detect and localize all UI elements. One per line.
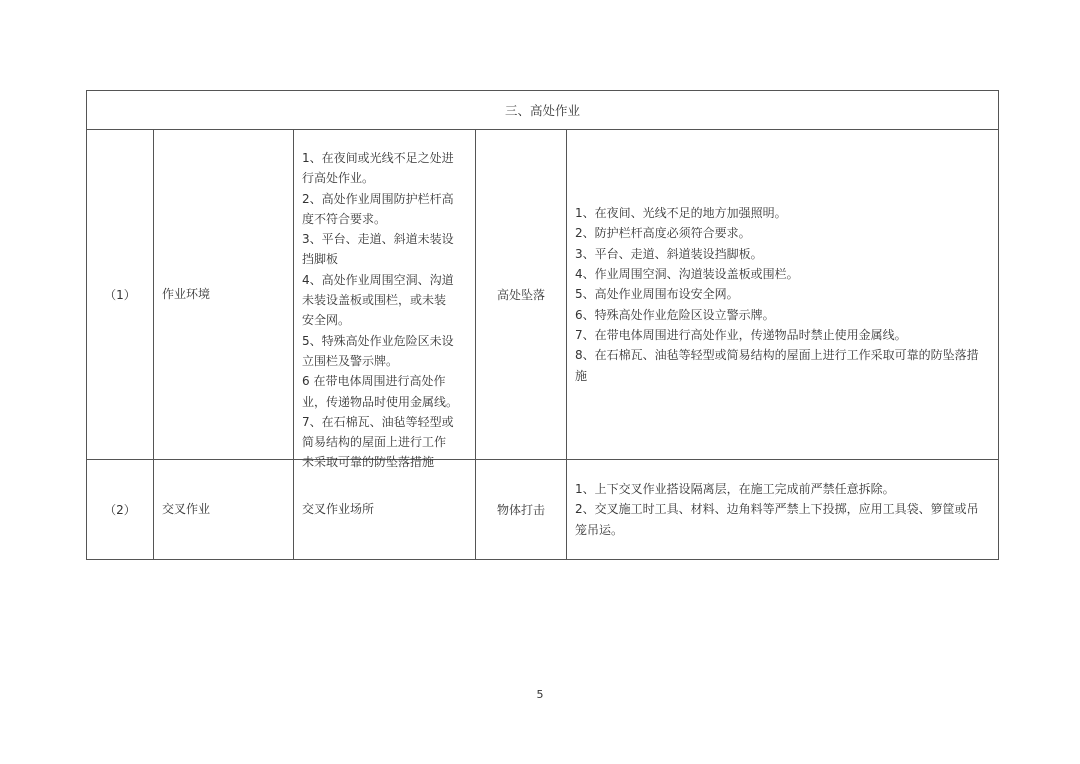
accident-type: 高处坠落 (476, 130, 567, 460)
measure-item: 2、交叉施工时工具、材料、边角料等严禁上下投掷，应用工具袋、箩筐或吊笼吊运。 (575, 502, 979, 537)
measure-item: 6、特殊高处作业危险区设立警示牌。 (575, 307, 775, 322)
hazard-line: 未装设盖板或围栏，或未装 (302, 293, 447, 308)
hazard-line: 立围栏及警示牌。 (302, 353, 399, 368)
hazard-line: 7、在石棉瓦、油毡等轻型或 (302, 414, 454, 429)
hazard-text (294, 130, 475, 470)
measures-list (567, 203, 998, 386)
row-category-label: 交叉作业 (162, 502, 211, 517)
page-number: 5 (536, 688, 544, 701)
section-title-row (87, 91, 999, 130)
row-category-label: 作业环境 (162, 287, 211, 302)
hazard-line: 2、高处作业周围防护栏杆高 (302, 191, 454, 206)
table-row (87, 460, 999, 560)
hazard-line: 未采取可靠的防坠落措施 (302, 455, 435, 470)
hazard-line: 行高处作业。 (302, 171, 375, 186)
measure-item: 5、高处作业周围布设安全网。 (575, 287, 739, 302)
hazard-line: 业，传递物品时使用金属线。 (302, 394, 459, 409)
row-index: （2） (87, 460, 154, 560)
section-title: 三、高处作业 (87, 91, 999, 130)
hazard-cell (294, 130, 476, 470)
measure-item: 1、在夜间、光线不足的地方加强照明。 (575, 206, 787, 221)
hazard-line: 4、高处作业周围空洞、沟道 (302, 272, 454, 287)
measures-list (567, 479, 998, 540)
hazard-line: 安全网。 (302, 313, 351, 328)
hazard-line: 3、平台、走道、斜道未装设 (302, 232, 454, 247)
row-index: （1） (87, 130, 154, 460)
hazard-cell (294, 460, 476, 560)
hazard-line: 交叉作业场所 (302, 502, 375, 517)
measure-item: 4、作业周围空洞、沟道装设盖板或围栏。 (575, 267, 799, 282)
hazard-line: 简易结构的屋面上进行工作 (302, 435, 447, 450)
row-category (154, 130, 294, 460)
measure-item: 1、上下交叉作业搭设隔离层，在施工完成前严禁任意拆除。 (575, 482, 895, 497)
hazard-line: 度不符合要求。 (302, 211, 387, 226)
measure-item: 7、在带电体周围进行高处作业，传递物品时禁止使用金属线。 (575, 327, 907, 342)
accident-type: 物体打击 (476, 460, 567, 560)
measures-cell (567, 130, 999, 460)
measure-item: 8、在石棉瓦、油毡等轻型或简易结构的屋面上进行工作采取可靠的防坠落措施 (575, 348, 979, 383)
measures-cell (567, 460, 999, 560)
hazard-line: 挡脚板 (302, 252, 339, 267)
hazard-line: 1、在夜间或光线不足之处进 (302, 151, 454, 165)
hazard-table (86, 90, 999, 560)
row-category (154, 460, 294, 560)
table-row (87, 130, 999, 460)
hazard-line: 6 在带电体周围进行高处作 (302, 374, 446, 389)
measure-item: 2、防护栏杆高度必须符合要求。 (575, 226, 751, 241)
measure-item: 3、平台、走道、斜道装设挡脚板。 (575, 246, 763, 261)
hazard-line: 5、特殊高处作业危险区未设 (302, 333, 454, 348)
